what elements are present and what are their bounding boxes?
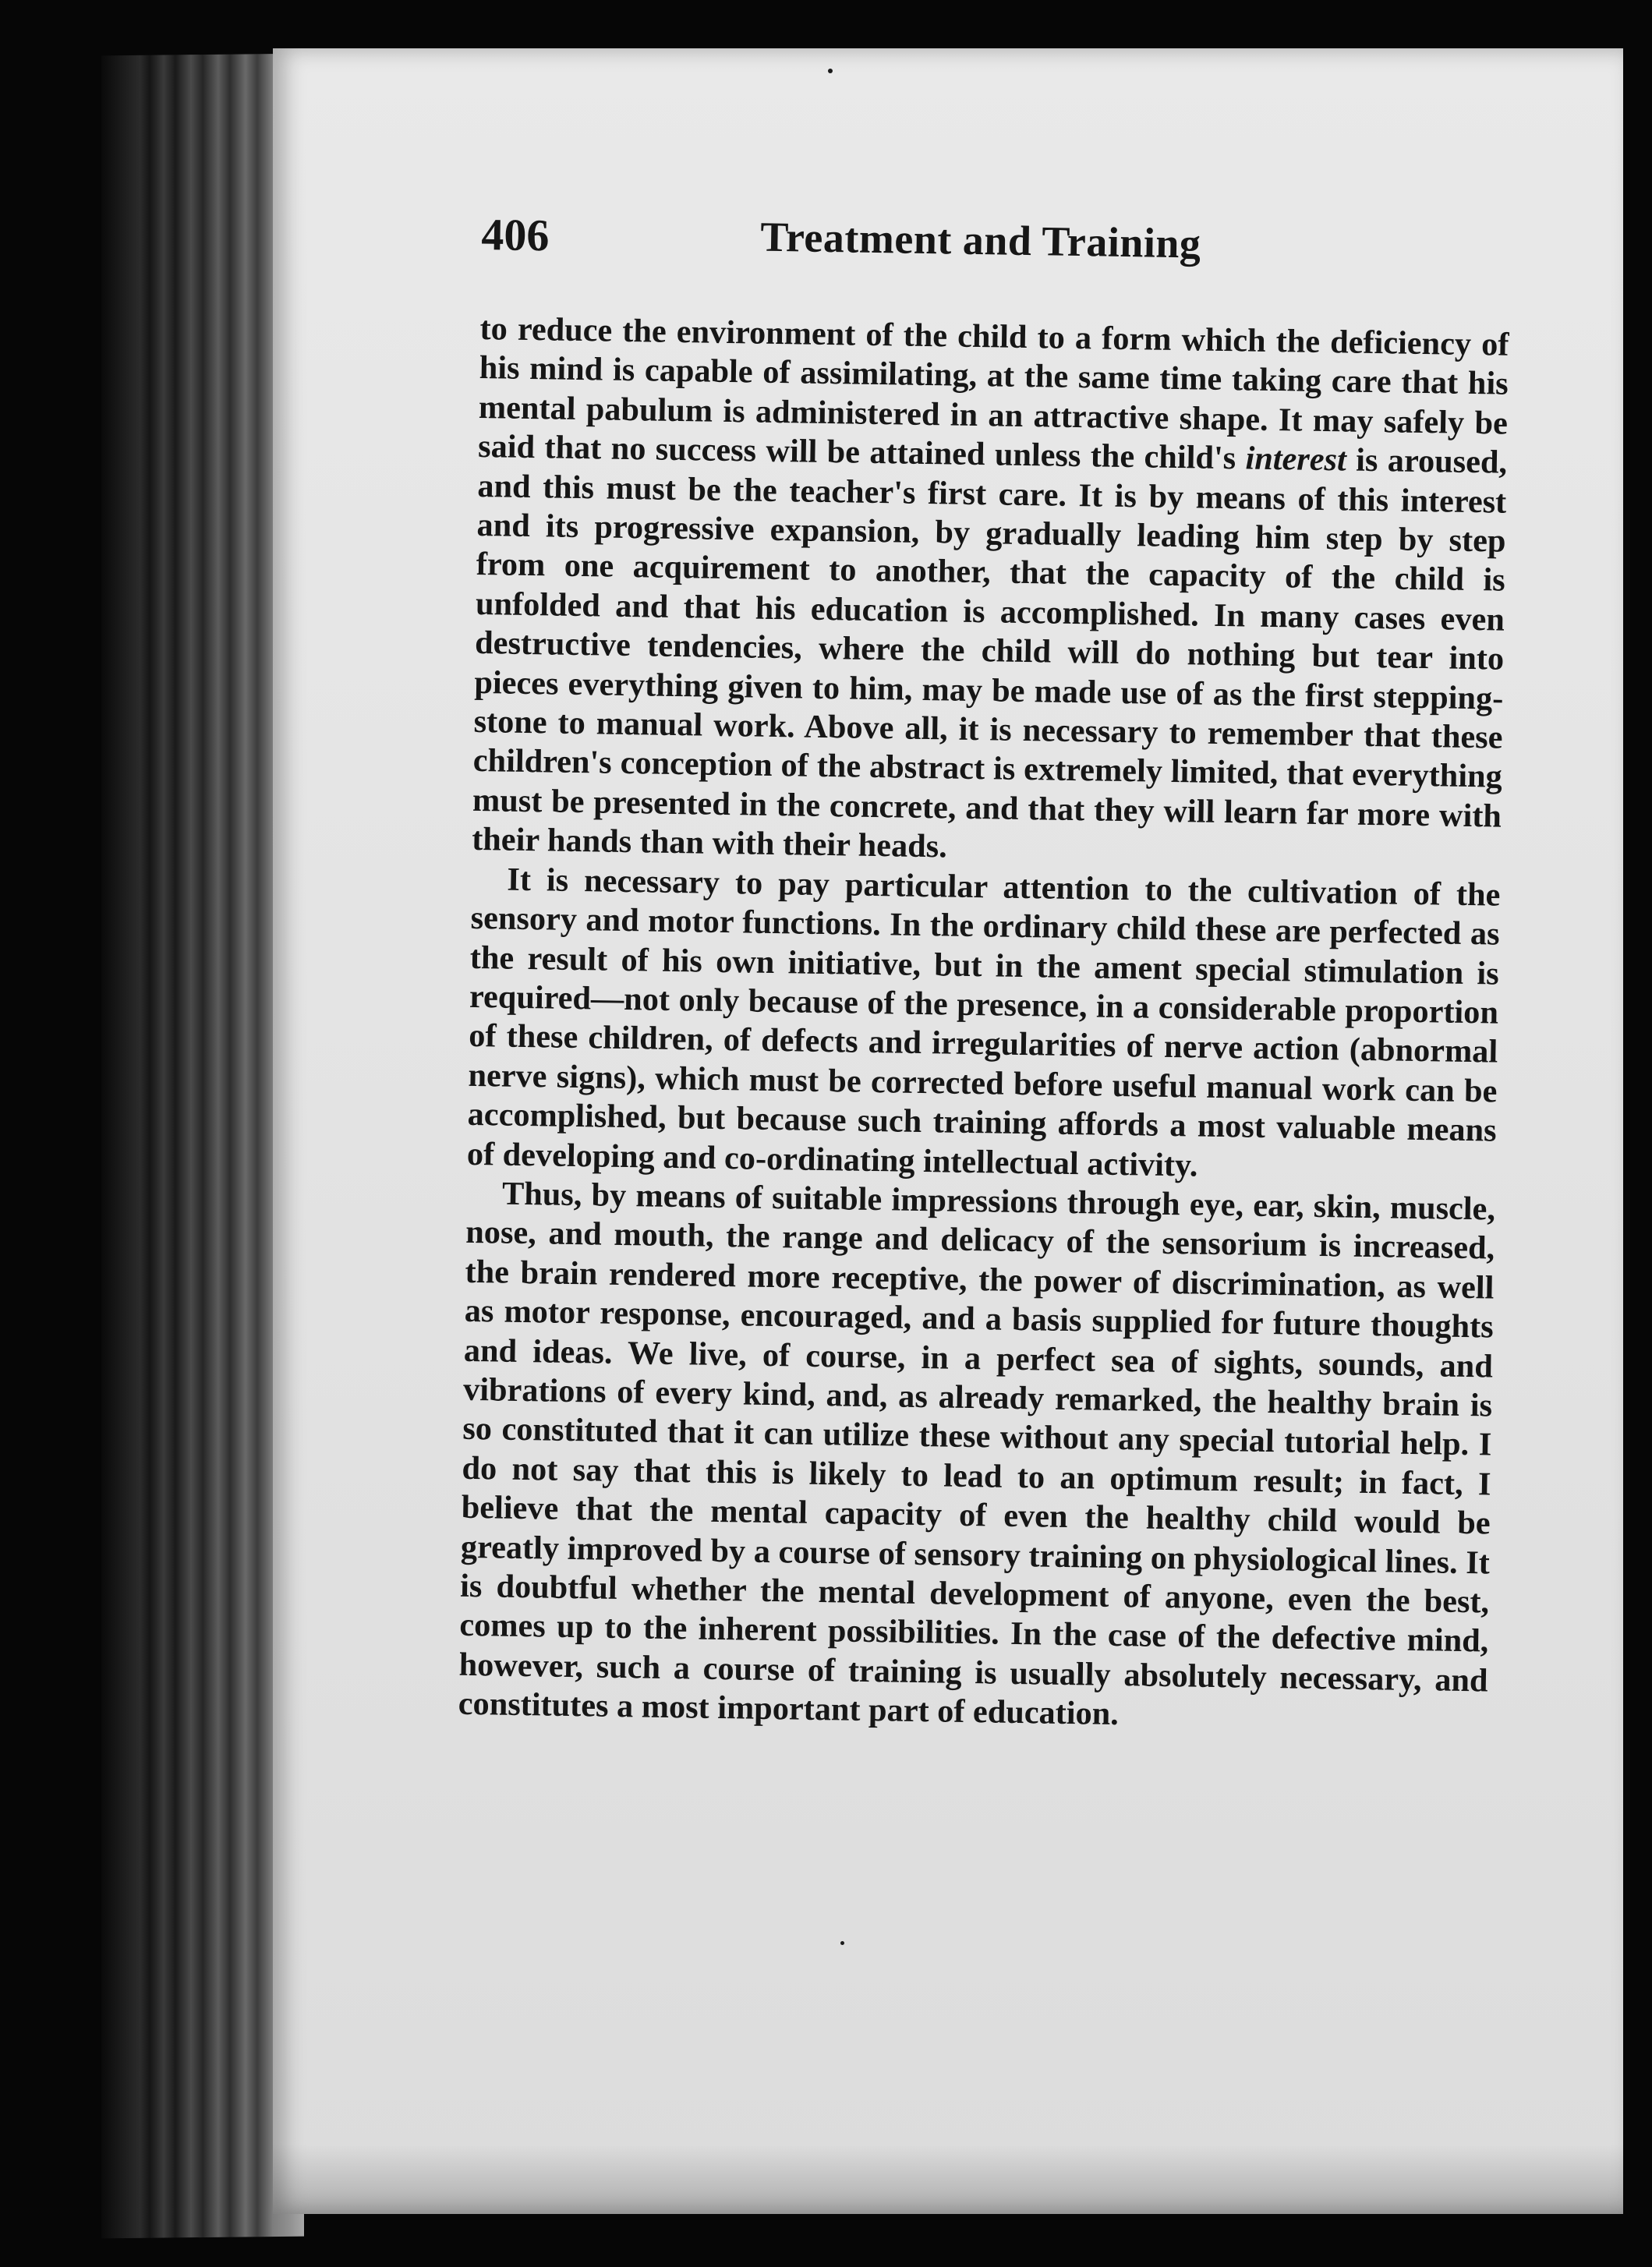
paragraph-2: It is necessary to pay particular attention to the cultivation of the sensory and motor functions. In the ordinary child these are perfected as the result of his own initiative, but in the ament special stimulation is required—not only because of the presence, in a considerable proportion of these children, of defects and irregularities of nerve action (abnormal nerve signs), which must be corrected before useful manual work can be accomplished, but because such training affords a most valuable means of developing and co-ordinating intellectual activity.: [466, 861, 1501, 1184]
page-header: [480, 208, 1511, 326]
book-page: [273, 48, 1623, 2214]
scan-speck: [840, 1941, 844, 1945]
paragraph-1-text-after: is aroused, and this must be the teacher's first care. It is by means of this interest and its progressive expansion, by gradually leading him step by step from one acquirement to another, that the capacity of the child is unfolded and that his education is accomplished. In many cases even destructive tendencies, where the child will do nothing but tear into pieces everything given to him, may be made use of as the first stepping-stone to manual work. Above all, it is necessary to remember that these children's conception of the abstract is extremely limited, that everything must be presented in the concrete, and that they will learn far more with their hands than with their heads.: [471, 441, 1508, 865]
paragraph-1: [472, 309, 1509, 875]
emphasized-word: interest: [1245, 440, 1347, 479]
running-head: Treatment and Training: [759, 213, 1201, 267]
paragraph-1-text-before: to reduce the environment of the child to a form which the deficiency of his mind is capable of assimilating, at the same time taking care that his mental pabulum is administered in an attractive shape. It may safely be said that no success will be attained unless the child's: [477, 309, 1509, 477]
text-block: [458, 208, 1510, 1740]
page-number: 406: [480, 208, 550, 261]
paragraph-3: Thus, by means of suitable impressions through eye, ear, skin, muscle, nose, and mouth, the range and delicacy of the sensorium is increased, the brain rendered more receptive, the power of discrimination, as well as motor response, encouraged, and a basis supplied for future thoughts and ideas. We live, of course, in a perfect sea of sights, sounds, and vibrations of every kind, and, as already remarked, the healthy brain is so constituted that it can utilize these without any special tutorial help. I do not say that this is likely to lead to an optimum result; in fact, I believe that the mental capacity of even the healthy child would be greatly improved by a course of sensory training on physiological lines. It is doubtful whether the mental development of anyone, even the best, comes up to the inherent possibilities. In the case of the defective mind, however, such a course of training is usually absolutely necessary, and constitutes a most important part of education.: [458, 1175, 1496, 1733]
scan-speck: [828, 69, 833, 73]
page-shadow: [273, 2144, 1623, 2214]
